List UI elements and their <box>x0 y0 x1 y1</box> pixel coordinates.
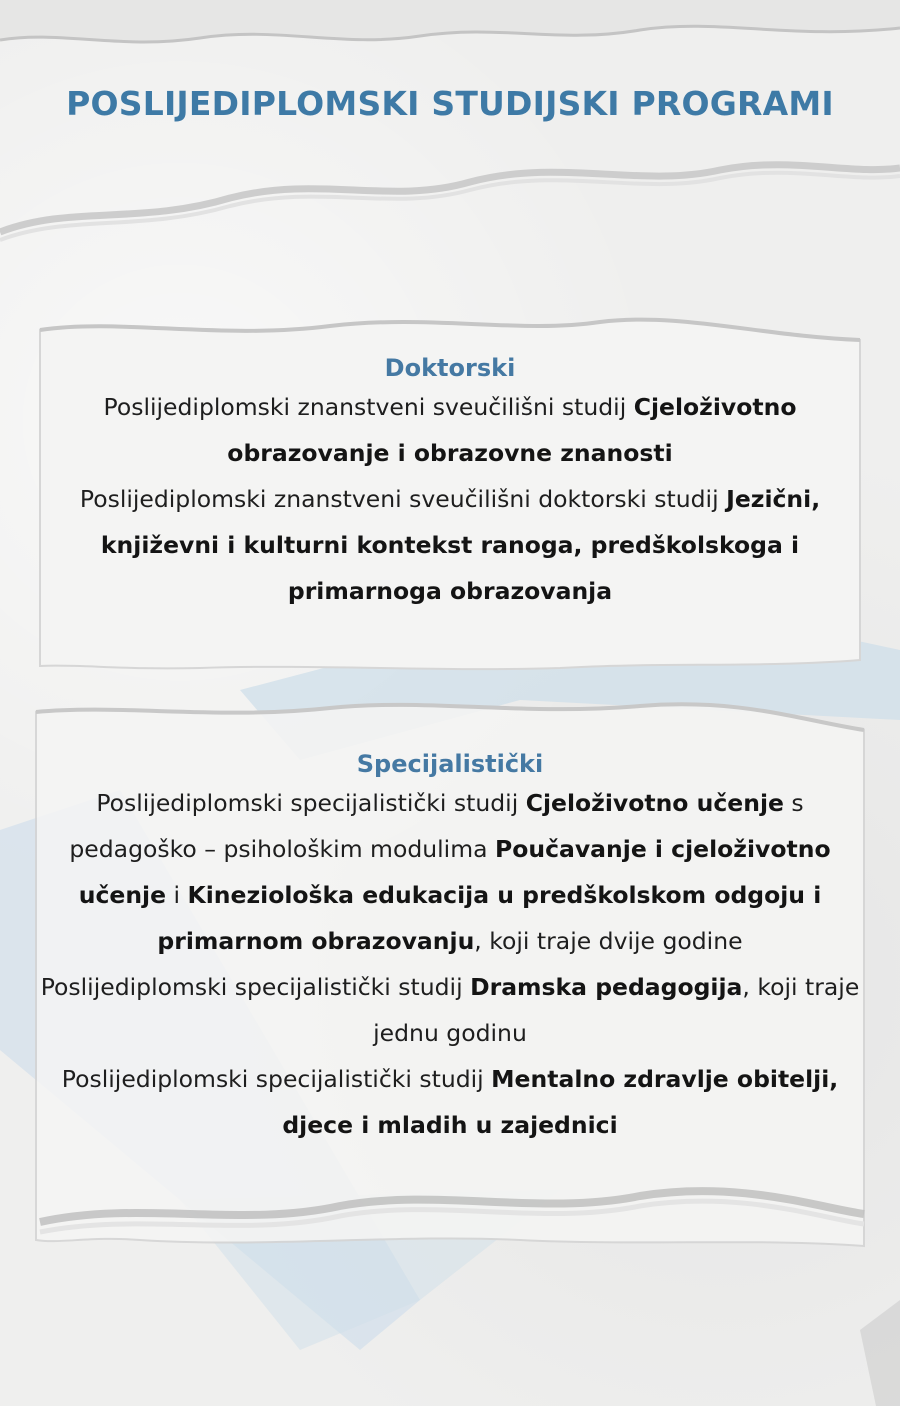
specijalisticki-program-1: Poslijediplomski specijalistički studij Cjeloživotno učenje s pedagoško – psihološkim modulima Poučavanje i cjeloživotno učenje i Kineziološka edukacija u predškolskom odgoju i primarnom obrazovanju, koji traje dvije godine <box>69 789 831 955</box>
specijalisticki-program-2: Poslijediplomski specijalistički studij Dramska pedagogija, koji traje jednu godinu <box>40 973 860 1047</box>
doktorski-program-2: Poslijediplomski znanstveni sveučilišni doktorski studij Jezični, književni i kulturni kontekst ranoga, predškolskoga i primarnoga obrazovanja <box>79 485 821 605</box>
doktorski-section <box>40 352 860 614</box>
doktorski-program-1: Poslijediplomski znanstveni sveučilišni studij Cjeloživotno obrazovanje i obrazovne znanosti <box>103 393 797 467</box>
specijalisticki-program-3: Poslijediplomski specijalistički studij Mentalno zdravlje obitelji, djece i mladih u zajednici <box>61 1065 839 1139</box>
specijalisticki-heading: Specijalistički <box>356 750 544 778</box>
doktorski-heading: Doktorski <box>384 354 516 382</box>
specijalisticki-section <box>40 748 860 1148</box>
page-title: POSLIJEDIPLOMSKI STUDIJSKI PROGRAMI <box>66 84 834 123</box>
